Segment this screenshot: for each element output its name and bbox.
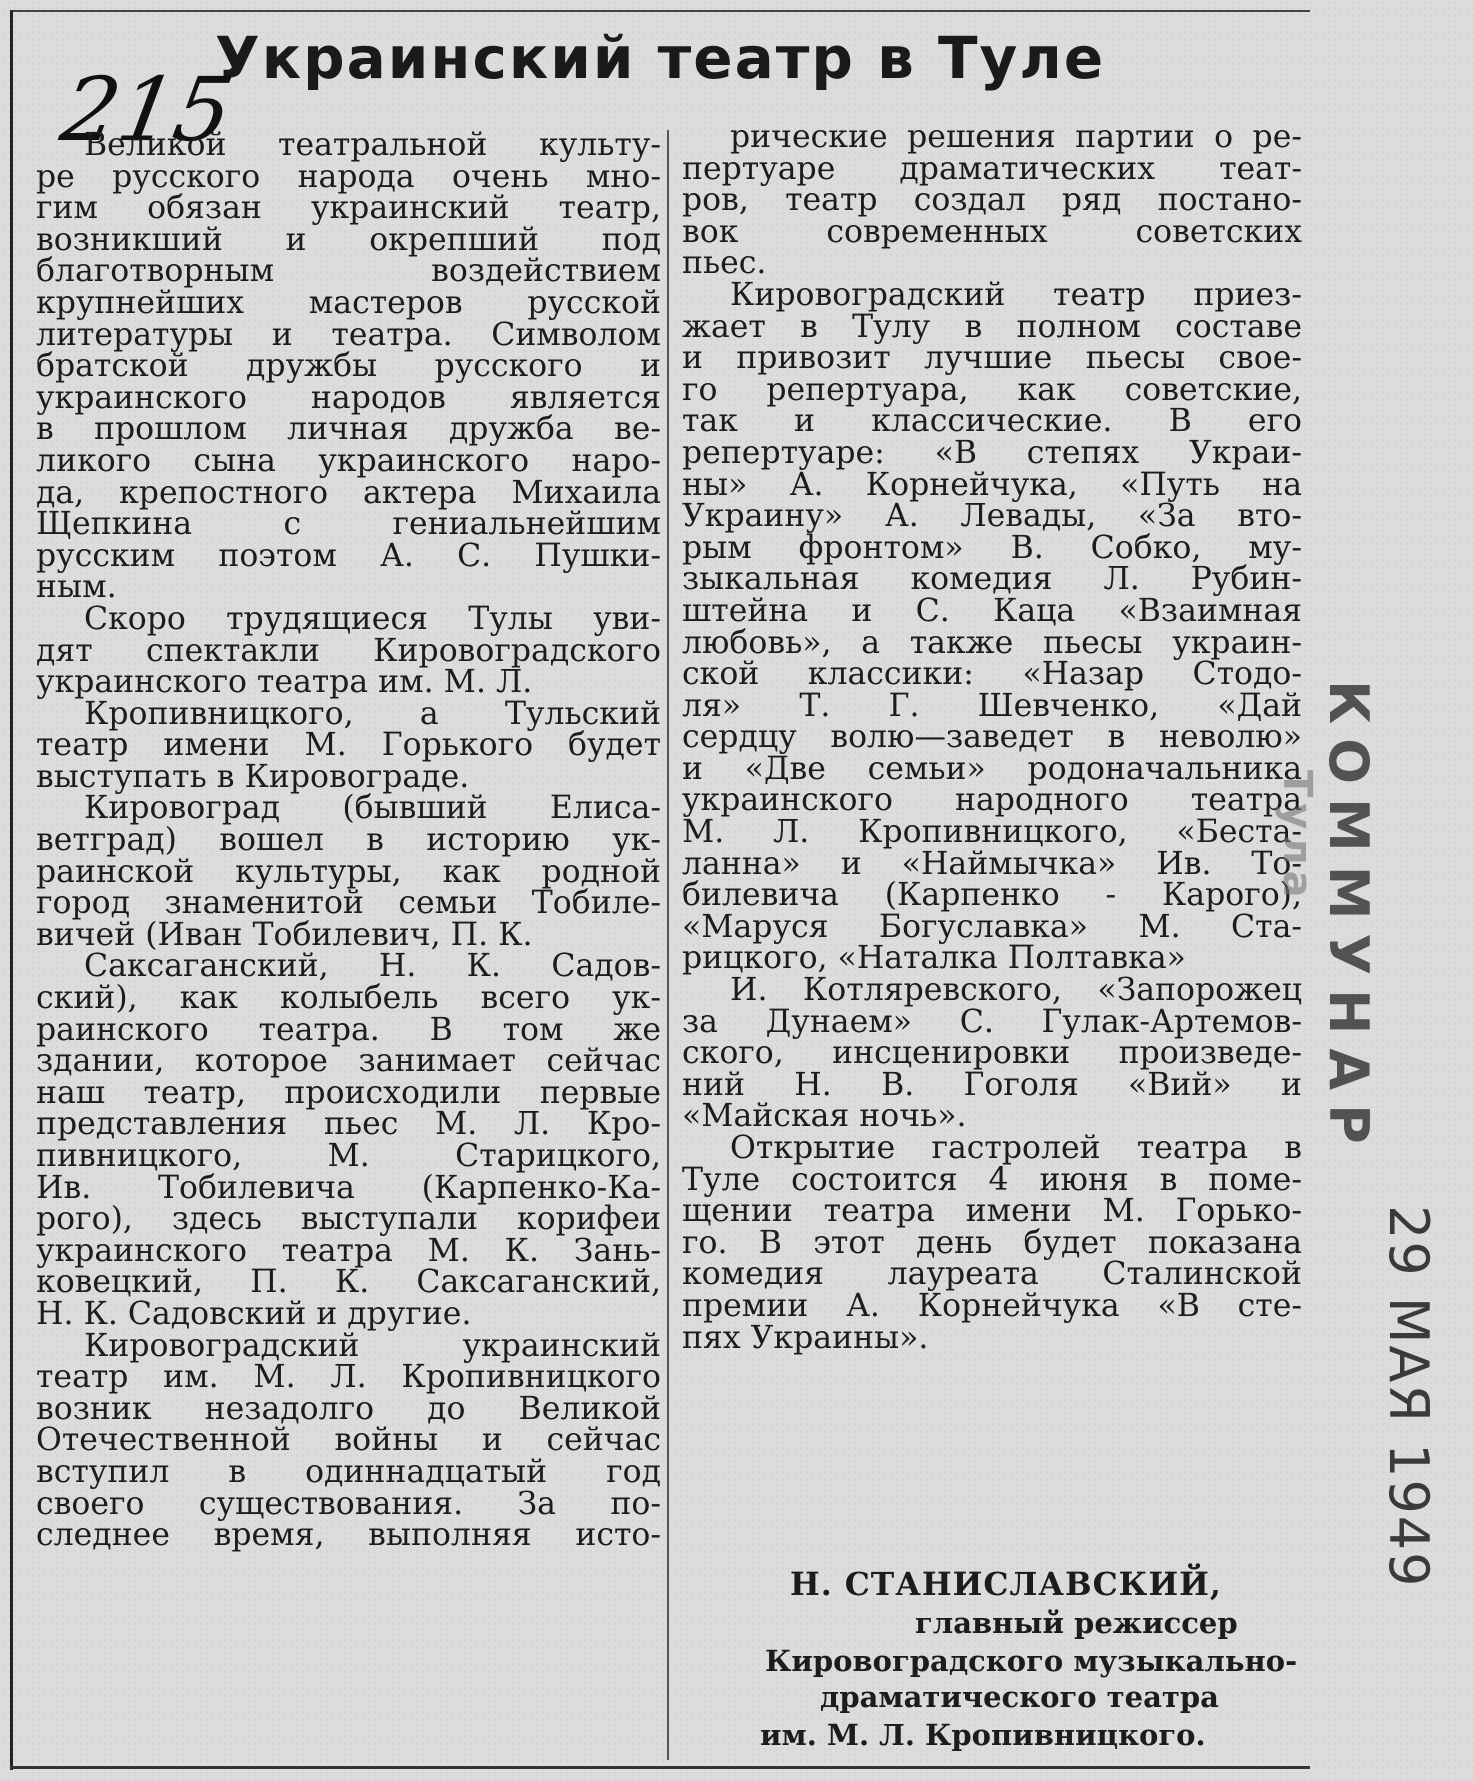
bottom-border <box>10 1766 1310 1769</box>
author-title-line: главный режиссер <box>915 1606 1238 1640</box>
text-line: рым фронтом» В. Собко, му- <box>682 529 1302 566</box>
text-line: следнее время, выполняя исто- <box>36 1517 661 1554</box>
text-line: вок современных советских <box>682 213 1302 250</box>
text-line: ны» А. Корнейчука, «Путь на <box>682 466 1302 503</box>
text-line: благотворным воздействием <box>36 253 661 290</box>
text-line: М. Л. Кропивницкого, «Беста- <box>682 814 1302 851</box>
author-title-line: им. М. Л. Кропивницкого. <box>760 1718 1206 1752</box>
text-line: Саксаганский, Н. К. Садов- <box>84 948 661 985</box>
text-line: Туле состоится 4 июня в поме- <box>682 1161 1302 1198</box>
text-line: русским поэтом А. С. Пушки- <box>36 537 661 574</box>
text-line: Кропивницкого, а Тульский <box>84 695 661 732</box>
text-line: пьес. <box>682 245 767 282</box>
text-line: театр им. М. Л. Кропивницкого <box>36 1359 661 1396</box>
text-line: так и классические. В его <box>682 403 1302 440</box>
text-line: да, крепостного актера Михаила <box>36 474 661 511</box>
text-line: пях Украины». <box>682 1319 929 1356</box>
text-line: «Майская ночь». <box>682 1098 967 1135</box>
text-line: здании, которое занимает сейчас <box>36 1043 661 1080</box>
text-line: рого), здесь выступали корифеи <box>36 1201 661 1238</box>
text-line: ветград) вошел в историю ук- <box>36 822 661 859</box>
article-title: Украинский театр в Туле <box>215 24 1106 92</box>
text-line: го репертуара, как советские, <box>682 371 1302 408</box>
text-line: в прошлом личная дружба ве- <box>36 411 661 448</box>
city-stamp: Тула <box>1274 770 1320 904</box>
text-line: и привозит лучшие пьесы свое- <box>682 340 1302 377</box>
text-line: Открытие гастролей театра в <box>730 1130 1302 1166</box>
text-line: Кировоградский украинский <box>84 1327 661 1364</box>
text-line: ным. <box>36 569 117 606</box>
text-line: вступил в одиннадцатый год <box>36 1453 661 1490</box>
column-divider <box>667 130 669 1760</box>
text-line: го. В этот день будет показана <box>682 1224 1302 1261</box>
text-line: ковецкий, П. К. Саксаганский, <box>36 1264 661 1301</box>
text-line: пивницкого, М. Старицкого, <box>36 1138 661 1174</box>
text-line: представления пьес М. Л. Кро- <box>36 1106 661 1143</box>
left-border <box>10 10 13 1770</box>
text-line: премии А. Корнейчука «В сте- <box>682 1287 1302 1324</box>
text-line: гим обязан украинский театр, <box>36 190 661 227</box>
text-line: ского, инсценировки произведе- <box>682 1035 1302 1072</box>
text-line: своего существования. За по- <box>36 1485 661 1522</box>
text-line: ров, театр создал ряд постано- <box>682 182 1302 219</box>
text-line: литературы и театра. Символом <box>36 316 661 353</box>
text-line: украинского театра М. К. Зань- <box>36 1232 661 1269</box>
text-line: раинской культуры, как родной <box>36 853 661 890</box>
text-line: возник незадолго до Великой <box>36 1390 661 1427</box>
clipping <box>10 10 1310 1770</box>
text-line: щении театра имени М. Горько- <box>682 1193 1302 1230</box>
text-line: Кировоград (бывший Елиса- <box>84 790 661 827</box>
text-line: раинского театра. В том же <box>36 1011 661 1048</box>
text-line: ской классики: «Назар Стодо- <box>682 656 1302 693</box>
text-line: пертуаре драматических теат- <box>682 150 1302 187</box>
text-line: ланна» и «Наймычка» Ив. То- <box>682 845 1302 882</box>
text-line: Отечественной войны и сейчас <box>36 1422 661 1459</box>
text-line: крупнейших мастеров русской <box>36 284 661 321</box>
text-line: ликого сына украинского наро- <box>36 442 661 479</box>
text-line: Украину» А. Левады, «За вто- <box>682 498 1302 535</box>
author-name: Н. СТАНИСЛАВСКИЙ, <box>790 1566 1222 1603</box>
text-line: жает в Тулу в полном составе <box>682 308 1302 345</box>
handwritten-number-text: 215 <box>54 58 241 161</box>
text-line: штейна и С. Каца «Взаимная <box>682 592 1302 629</box>
left-column <box>36 127 661 1554</box>
text-line: рицкого, «Наталка Полтавка» <box>682 940 1186 977</box>
text-line: зыкальная комедия Л. Рубин- <box>682 561 1302 598</box>
text-line: выступать в Кировограде. <box>36 758 470 795</box>
text-line: украинского народного театра <box>682 782 1302 819</box>
text-line: братской дружбы русского и <box>36 348 661 385</box>
text-line: рические решения партии о ре- <box>730 119 1302 155</box>
text-line: театр имени М. Горького будет <box>36 727 661 764</box>
text-line: «Маруся Богуславка» М. Ста- <box>682 908 1302 945</box>
text-line: любовь», а также пьесы украин- <box>682 624 1302 661</box>
top-border <box>10 10 1310 12</box>
author-title-line: Кировоградского музыкально- <box>765 1644 1298 1678</box>
text-line: и «Две семьи» родоначальника <box>682 750 1302 787</box>
author-title-line: драматического театра <box>820 1680 1219 1714</box>
text-line: репертуаре: «В степях Украи- <box>682 434 1302 471</box>
newspaper-name-stamp: КОММУНАР <box>1317 680 1380 1158</box>
date-stamp: 29 МАЯ 1949 <box>1377 1205 1440 1589</box>
text-line: билевича (Карпенко - Карого), <box>682 877 1302 914</box>
text-line: украинского народов является <box>36 379 661 416</box>
text-line: Великой театральной культу- <box>84 127 661 163</box>
text-line: украинского театра им. М. Л. <box>36 664 533 701</box>
text-line: Ив. Тобилевича (Карпенко-Ка- <box>36 1169 661 1206</box>
text-line: ре русского народа очень мно- <box>36 158 661 195</box>
text-line: Н. К. Садовский и другие. <box>36 1295 472 1332</box>
text-line: город знаменитой семьи Тобиле- <box>36 885 661 922</box>
text-line: возникший и окрепший под <box>36 221 661 258</box>
text-line: комедия лауреата Сталинской <box>682 1256 1302 1293</box>
text-line: сердцу волю—заведет в неволю» <box>682 719 1302 756</box>
text-line: вичей (Иван Тобилевич, П. К. <box>36 916 533 953</box>
text-line: ля» Т. Г. Шевченко, «Дай <box>682 687 1302 724</box>
text-line: ский), как колыбель всего ук- <box>36 980 661 1017</box>
text-line: ний Н. В. Гоголя «Вий» и <box>682 1066 1302 1103</box>
text-line: за Дунаем» С. Гулак-Артемов- <box>682 1003 1302 1040</box>
text-line: наш театр, происходили первые <box>36 1074 661 1111</box>
text-line: дят спектакли Кировоградского <box>36 632 661 669</box>
text-line: Щепкина с гениальнейшим <box>36 506 661 543</box>
text-line: И. Котляревского, «Запорожец <box>730 972 1302 1009</box>
text-line: Кировоградский театр приез- <box>730 276 1302 313</box>
right-column <box>682 119 1302 1356</box>
text-line: Скоро трудящиеся Тулы уви- <box>84 600 661 637</box>
